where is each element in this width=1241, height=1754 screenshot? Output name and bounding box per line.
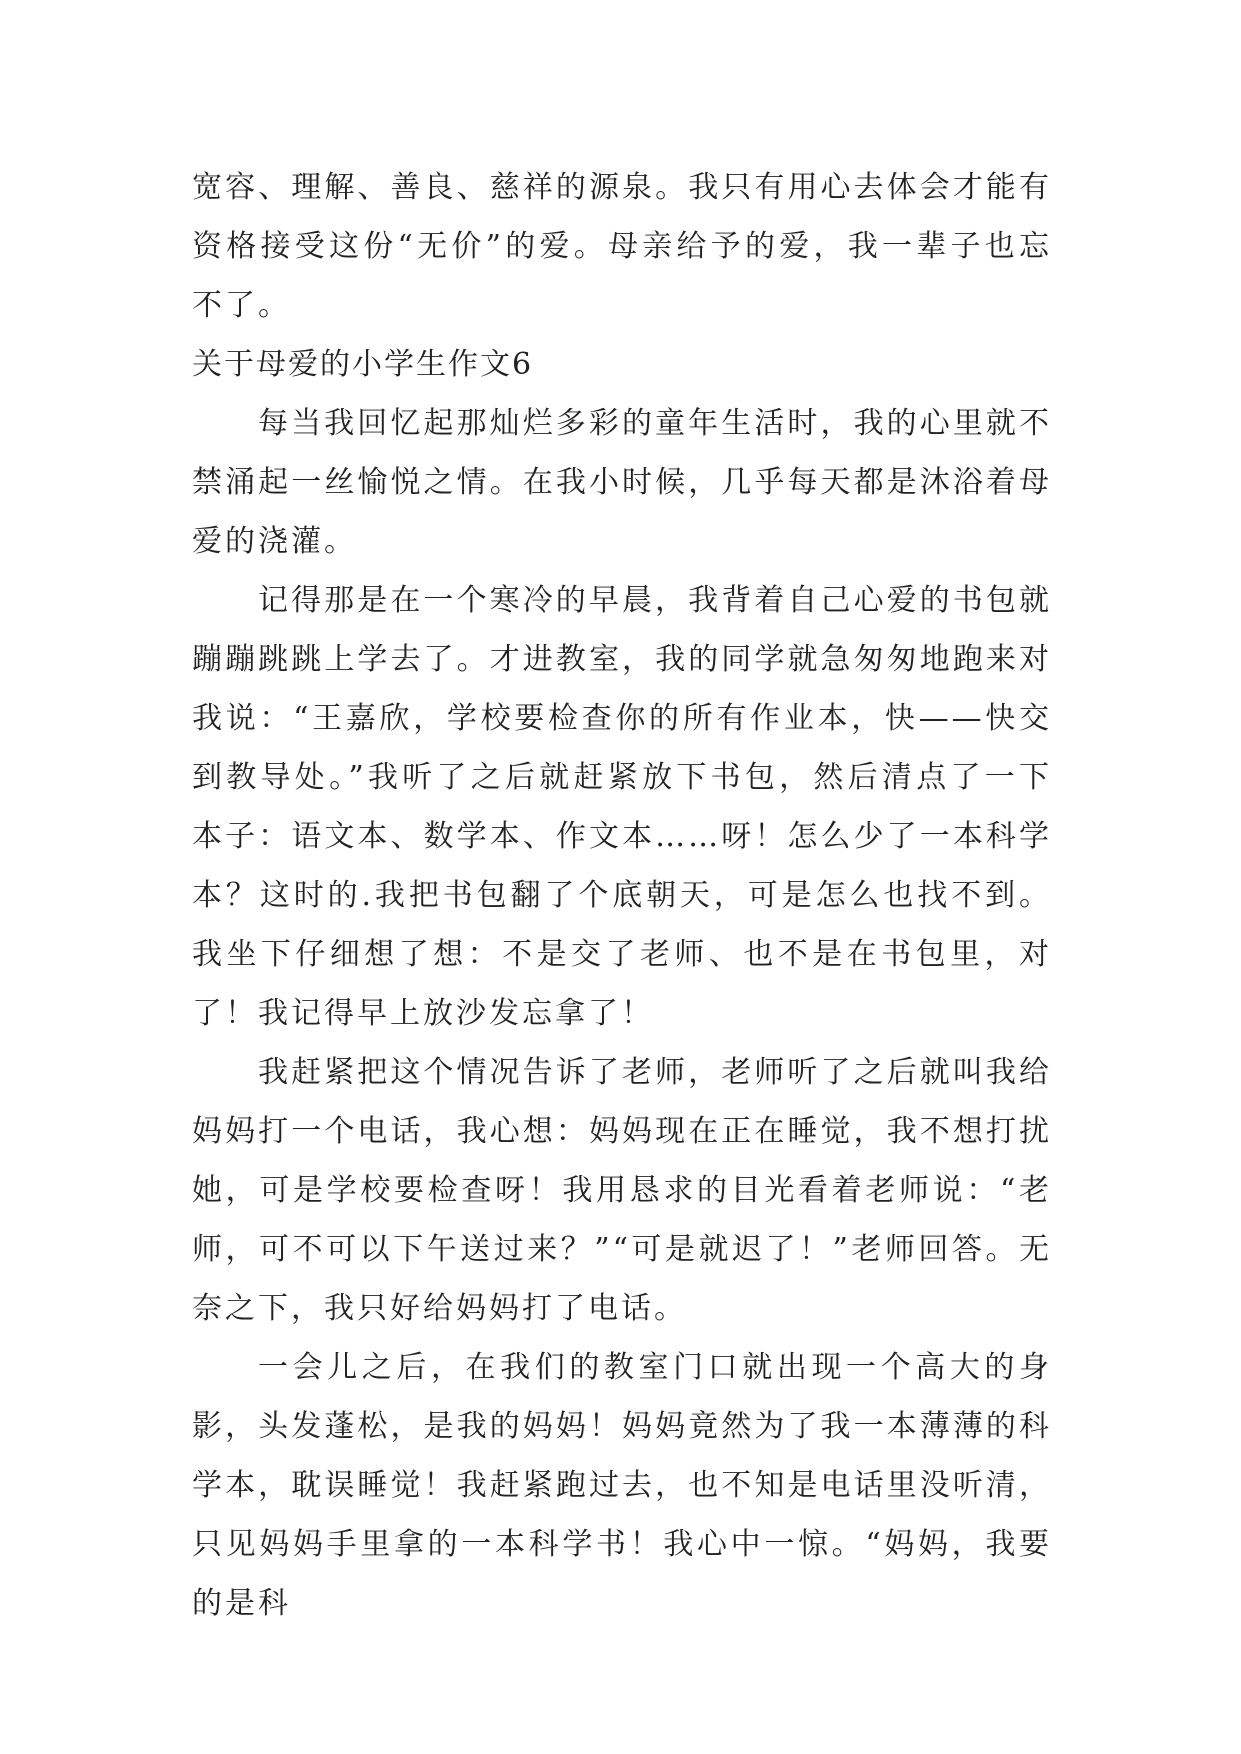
paragraph-cold-morning: 记得那是在一个寒冷的早晨，我背着自己心爱的书包就蹦蹦跳跳上学去了。才进教室，我的同学就急匆匆地跑来对我说：“王嘉欣，学校要检查你的所有作业本，快——快交到教导处。”我听了之后就赶紧放下书包，然后清点了一下本子：语文本、数学本、作文本……呀！怎么少了一本科学本？这时的.我把书包翻了个底朝天，可是怎么也找不到。我坐下仔细想了想：不是交了老师、也不是在书包里，对了！我记得早上放沙发忘拿了！ <box>192 583 1052 1031</box>
paragraph-continuation: 宽容、理解、善良、慈祥的源泉。我只有用心去体会才能有资格接受这份“无价”的爱。母亲给予的爱，我一辈子也忘不了。 <box>192 170 1052 323</box>
paragraph-mother-arrives: 一会儿之后，在我们的教室门口就出现一个高大的身影，头发蓬松，是我的妈妈！妈妈竟然为了我一本薄薄的科学本，耽误睡觉！我赶紧跑过去，也不知是电话里没听清，只见妈妈手里拿的一本科学书！我心中一惊。“妈妈，我要的是科 <box>192 1350 1052 1621</box>
essay-heading: 关于母爱的小学生作文6 <box>192 347 534 382</box>
paragraph-childhood: 每当我回忆起那灿烂多彩的童年生活时，我的心里就不禁涌起一丝愉悦之情。在我小时候，几乎每天都是沐浴着母爱的浇灌。 <box>192 406 1052 559</box>
paragraph-call-mother: 我赶紧把这个情况告诉了老师，老师听了之后就叫我给妈妈打一个电话，我心想：妈妈现在正在睡觉，我不想打扰她，可是学校要检查呀！我用恳求的目光看着老师说：“老师，可不可以下午送过来？”“可是就迟了！”老师回答。无奈之下，我只好给妈妈打了电话。 <box>192 1055 1052 1326</box>
document-page <box>192 158 1052 1633</box>
